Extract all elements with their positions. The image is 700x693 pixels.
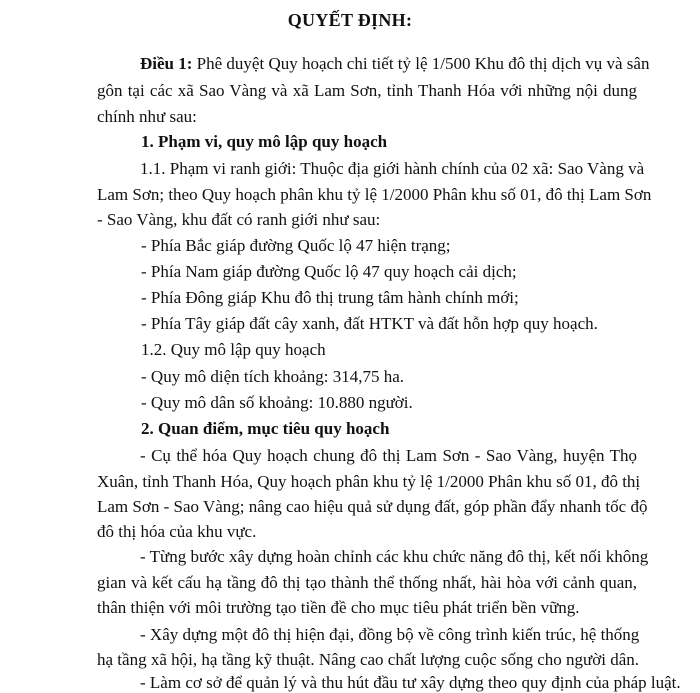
- viewpoint3-line2: hạ tầng xã hội, hạ tầng kỹ thuật. Nâng cao chất lượng cuộc sống cho người dân.: [97, 650, 640, 669]
- article1-text: Phê duyệt Quy hoạch chi tiết tỷ lệ 1/500 Khu đô thị dịch vụ và sân: [196, 54, 650, 73]
- boundary-south: - Phía Nam giáp đường Quốc lộ 47 quy hoạch cải dịch;: [141, 262, 517, 281]
- viewpoint2-line1: - Từng bước xây dựng hoàn chỉnh các khu chức năng đô thị, kết nối không: [140, 547, 649, 566]
- boundary-east: - Phía Đông giáp Khu đô thị trung tâm hành chính mới;: [141, 288, 519, 307]
- boundary-west: - Phía Tây giáp đất cây xanh, đất HTKT và đất hỗn hợp quy hoạch.: [141, 314, 598, 333]
- document-title: QUYẾT ĐỊNH:: [287, 10, 413, 30]
- viewpoint1-line3: Lam Sơn - Sao Vàng; nâng cao hiệu quả sử dụng đất, góp phần đẩy nhanh tốc độ: [97, 497, 648, 516]
- scale-heading: 1.2. Quy mô lập quy hoạch: [141, 340, 326, 359]
- section2-heading: 2. Quan điểm, mục tiêu quy hoạch: [141, 419, 390, 438]
- scale-area: - Quy mô diện tích khoảng: 314,75 ha.: [141, 367, 404, 386]
- scope-line1: 1.1. Phạm vi ranh giới: Thuộc địa giới hành chính của 02 xã: Sao Vàng và: [140, 159, 645, 178]
- scope-line2: Lam Sơn; theo Quy hoạch phân khu tỷ lệ 1/2000 Phân khu số 01, đô thị Lam Sơn: [97, 185, 652, 204]
- viewpoint1-line2: Xuân, tỉnh Thanh Hóa, Quy hoạch phân khu tỷ lệ 1/2000 Phân khu số 01, đô thị: [97, 472, 641, 491]
- section1-heading: 1. Phạm vi, quy mô lập quy hoạch: [141, 132, 388, 151]
- viewpoint1-line1: - Cụ thể hóa Quy hoạch chung đô thị Lam Sơn - Sao Vàng, huyện Thọ: [140, 446, 637, 465]
- viewpoint2-line3: thân thiện với môi trường tạo tiền đề cho mục tiêu phát triển bền vững.: [97, 598, 580, 617]
- scope-line3: - Sao Vàng, khu đất có ranh giới như sau:: [97, 210, 381, 229]
- viewpoint1-line4: đô thị hóa của khu vực.: [97, 522, 257, 541]
- article1-label: Điều 1:: [140, 54, 193, 73]
- article1-line2: gôn tại các xã Sao Vàng và xã Lam Sơn, tỉnh Thanh Hóa với những nội dung: [97, 81, 637, 100]
- article1-line3: chính như sau:: [97, 107, 197, 126]
- article1-line1: [140, 54, 650, 74]
- scale-population: - Quy mô dân số khoảng: 10.880 người.: [141, 393, 413, 412]
- viewpoint4-line1: - Làm cơ sở để quản lý và thu hút đầu tư xây dựng theo quy định của pháp luật.: [140, 673, 681, 692]
- boundary-north: - Phía Bắc giáp đường Quốc lộ 47 hiện trạng;: [141, 236, 451, 255]
- viewpoint2-line2: gian và kết cấu hạ tầng đô thị tạo thành thể thống nhất, hài hòa với cảnh quan,: [97, 573, 637, 592]
- viewpoint3-line1: - Xây dựng một đô thị hiện đại, đồng bộ về công trình kiến trúc, hệ thống: [140, 625, 640, 644]
